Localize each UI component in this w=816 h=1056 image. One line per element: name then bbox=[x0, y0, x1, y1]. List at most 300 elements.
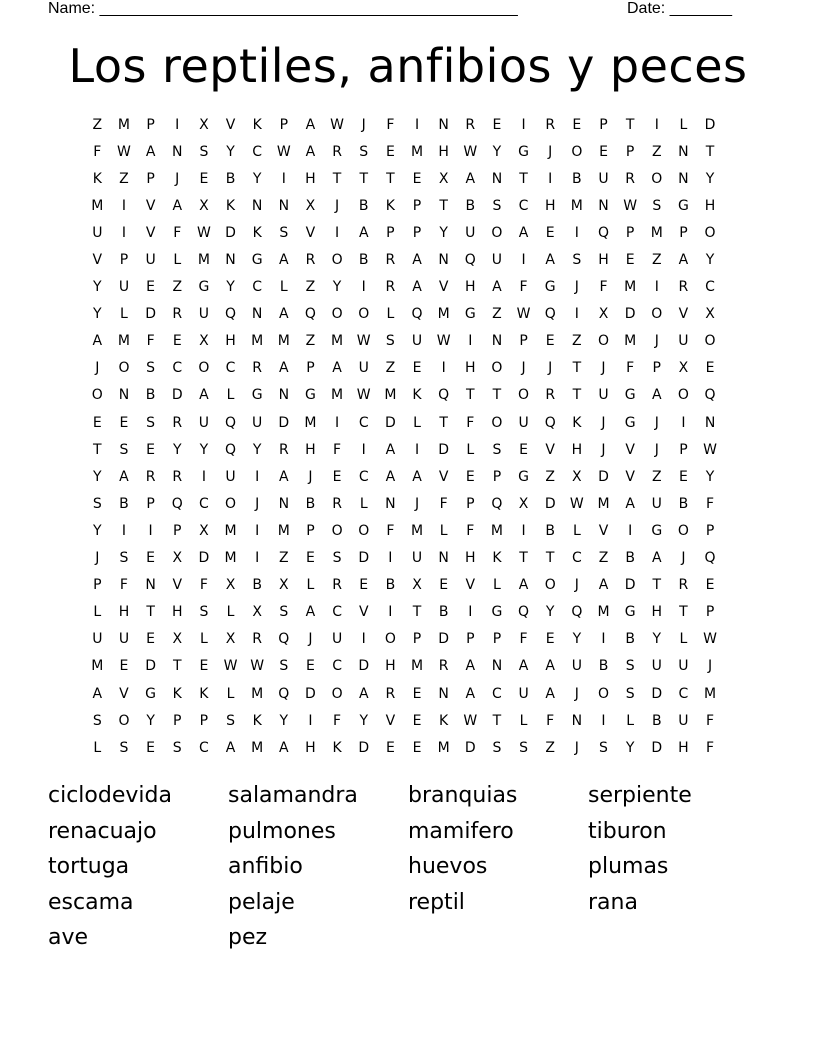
grid-letter: I bbox=[441, 360, 446, 377]
grid-letter: U bbox=[651, 658, 662, 675]
grid-letter: H bbox=[305, 739, 316, 756]
grid-letter: P bbox=[466, 631, 475, 648]
grid-letter: D bbox=[225, 224, 236, 241]
grid-letter: S bbox=[519, 739, 529, 756]
grid-letter: Z bbox=[119, 170, 129, 187]
grid-letter: M bbox=[331, 387, 344, 404]
grid-letter: N bbox=[251, 306, 263, 323]
grid-letter: E bbox=[678, 468, 688, 485]
header bbox=[48, 0, 748, 20]
grid-letter: E bbox=[146, 739, 156, 756]
grid-letter: X bbox=[199, 333, 209, 350]
grid-letter: H bbox=[465, 550, 476, 567]
grid-letter: E bbox=[705, 360, 715, 377]
grid-letter: X bbox=[705, 306, 715, 323]
grid-letter: A bbox=[145, 143, 156, 160]
grid-letter: L bbox=[93, 739, 102, 756]
grid-letter: N bbox=[678, 143, 689, 160]
date-field-label: Date: _______ bbox=[627, 0, 732, 17]
grid-letter: G bbox=[305, 387, 316, 404]
grid-letter: N bbox=[251, 197, 263, 214]
grid-letter: A bbox=[545, 685, 555, 702]
grid-letter: N bbox=[118, 387, 130, 404]
grid-letter: F bbox=[466, 414, 475, 431]
grid-letter: F bbox=[93, 143, 102, 160]
grid-letter: A bbox=[651, 387, 662, 404]
grid-letter: B bbox=[651, 712, 662, 729]
grid-letter: S bbox=[226, 712, 235, 729]
word-list-item: plumas bbox=[588, 854, 669, 880]
grid-letter: E bbox=[199, 170, 209, 187]
grid-letter: Y bbox=[226, 143, 235, 160]
grid-letter: W bbox=[196, 224, 211, 241]
grid-letter: Q bbox=[518, 604, 530, 621]
grid-letter: M bbox=[624, 279, 637, 296]
grid-letter: P bbox=[519, 333, 528, 350]
grid-letter: Q bbox=[464, 252, 476, 269]
grid-letter: G bbox=[491, 604, 503, 621]
grid-letter: R bbox=[332, 577, 342, 594]
grid-letter: S bbox=[572, 252, 582, 269]
grid-letter: K bbox=[385, 197, 395, 214]
grid-letter: L bbox=[279, 279, 288, 296]
grid-letter: N bbox=[438, 550, 449, 567]
grid-letter: S bbox=[492, 441, 502, 458]
grid-letter: R bbox=[172, 306, 183, 323]
grid-letter: F bbox=[599, 279, 608, 296]
grid-letter: F bbox=[386, 522, 395, 539]
grid-letter: P bbox=[199, 712, 209, 729]
grid-letter: E bbox=[385, 739, 395, 756]
grid-letter: J bbox=[175, 170, 180, 187]
grid-letter: G bbox=[544, 279, 556, 296]
grid-letter: X bbox=[518, 495, 529, 512]
grid-letter: D bbox=[651, 739, 663, 756]
grid-letter: H bbox=[571, 441, 583, 458]
grid-letter: V bbox=[438, 279, 449, 296]
grid-letter: I bbox=[574, 224, 579, 241]
grid-letter: E bbox=[519, 441, 528, 458]
grid-letter: K bbox=[252, 712, 262, 729]
grid-letter: P bbox=[93, 577, 102, 594]
grid-letter: Y bbox=[252, 441, 262, 458]
grid-letter: V bbox=[145, 224, 156, 241]
grid-letter: F bbox=[466, 522, 475, 539]
grid-letter: P bbox=[679, 441, 688, 458]
grid-letter: M bbox=[224, 522, 237, 539]
grid-letter: Y bbox=[705, 252, 715, 269]
grid-letter: Q bbox=[304, 306, 316, 323]
grid-letter: V bbox=[598, 522, 609, 539]
word-list-item: pelaje bbox=[228, 889, 295, 915]
grid-letter: S bbox=[359, 143, 369, 160]
grid-letter: A bbox=[279, 739, 289, 756]
grid-letter: A bbox=[545, 658, 555, 675]
grid-letter: N bbox=[438, 252, 449, 269]
grid-letter: P bbox=[625, 143, 635, 160]
grid-letter: W bbox=[463, 143, 478, 160]
grid-letter: I bbox=[601, 712, 606, 729]
grid-letter: D bbox=[358, 550, 370, 567]
grid-letter: S bbox=[625, 685, 635, 702]
grid-letter: K bbox=[252, 224, 262, 241]
grid-letter: A bbox=[385, 468, 396, 485]
grid-letter: S bbox=[199, 143, 209, 160]
grid-letter: Q bbox=[171, 495, 183, 512]
grid-letter: K bbox=[92, 170, 102, 187]
word-list-item: ave bbox=[48, 925, 89, 951]
grid-letter: Z bbox=[572, 333, 582, 350]
grid-letter: I bbox=[255, 550, 260, 567]
grid-letter: M bbox=[277, 333, 290, 350]
grid-letter: P bbox=[412, 631, 422, 648]
grid-letter: R bbox=[385, 252, 396, 269]
grid-letter: A bbox=[412, 468, 422, 485]
grid-letter: I bbox=[654, 279, 659, 296]
grid-letter: E bbox=[412, 739, 422, 756]
grid-letter: A bbox=[518, 658, 529, 675]
grid-letter: H bbox=[438, 143, 449, 160]
grid-letter: D bbox=[704, 116, 716, 133]
grid-letter: Z bbox=[305, 279, 316, 296]
grid-letter: I bbox=[255, 522, 260, 539]
grid-letter: Q bbox=[571, 604, 583, 621]
grid-letter: J bbox=[361, 116, 366, 133]
grid-letter: O bbox=[677, 387, 689, 404]
grid-letter: M bbox=[410, 658, 424, 675]
grid-letter: E bbox=[705, 577, 715, 594]
grid-letter: L bbox=[120, 306, 128, 323]
grid-letter: C bbox=[518, 197, 529, 214]
grid-letter: R bbox=[545, 116, 556, 133]
grid-letter: Q bbox=[704, 550, 716, 567]
grid-letter: C bbox=[252, 143, 263, 160]
grid-letter: G bbox=[464, 306, 476, 323]
grid-letter: P bbox=[173, 522, 182, 539]
grid-letter: D bbox=[358, 658, 370, 675]
word-list-item: rana bbox=[588, 889, 638, 915]
grid-letter: I bbox=[121, 197, 127, 214]
grid-letter: J bbox=[414, 495, 420, 512]
grid-letter: J bbox=[574, 279, 579, 296]
grid-letter: T bbox=[439, 197, 448, 214]
grid-letter: S bbox=[119, 550, 129, 567]
grid-letter: G bbox=[251, 252, 263, 269]
grid-letter: G bbox=[624, 387, 636, 404]
grid-letter: U bbox=[358, 360, 369, 377]
grid-letter: O bbox=[491, 414, 503, 431]
word-list-item: salamandra bbox=[228, 783, 358, 809]
grid-letter: T bbox=[492, 387, 502, 404]
grid-letter: E bbox=[545, 224, 555, 241]
grid-letter: D bbox=[384, 414, 396, 431]
grid-letter: E bbox=[545, 631, 555, 648]
grid-letter: I bbox=[281, 170, 286, 187]
grid-letter: J bbox=[308, 631, 313, 648]
word-list-item: ciclodevida bbox=[48, 783, 172, 809]
grid-letter: S bbox=[279, 224, 289, 241]
grid-letter: B bbox=[145, 387, 156, 404]
grid-letter: D bbox=[358, 739, 370, 756]
grid-letter: R bbox=[385, 685, 396, 702]
grid-letter: T bbox=[93, 441, 102, 458]
grid-letter: Q bbox=[411, 306, 423, 323]
grid-letter: R bbox=[385, 279, 396, 296]
grid-letter: D bbox=[598, 468, 609, 485]
grid-letter: I bbox=[201, 468, 206, 485]
grid-letter: K bbox=[252, 116, 262, 133]
grid-letter: I bbox=[601, 631, 606, 648]
grid-letter: E bbox=[306, 658, 315, 675]
grid-letter: Y bbox=[226, 279, 235, 296]
grid-letter: S bbox=[92, 712, 102, 729]
grid-letter: S bbox=[385, 333, 395, 350]
grid-letter: J bbox=[308, 468, 313, 485]
grid-letter: O bbox=[677, 522, 689, 539]
grid-letter: I bbox=[361, 279, 366, 296]
grid-letter: C bbox=[678, 685, 689, 702]
grid-letter: T bbox=[545, 550, 555, 567]
grid-letter: B bbox=[625, 550, 635, 567]
grid-letter: A bbox=[279, 252, 289, 269]
grid-letter: P bbox=[412, 197, 422, 214]
grid-letter: R bbox=[678, 577, 689, 594]
grid-letter: F bbox=[333, 712, 342, 729]
grid-letter: J bbox=[601, 360, 606, 377]
grid-letter: Q bbox=[438, 387, 450, 404]
grid-letter: Y bbox=[625, 739, 635, 756]
grid-letter: Z bbox=[492, 306, 502, 323]
grid-letter: V bbox=[119, 685, 129, 702]
grid-letter: J bbox=[255, 495, 260, 512]
grid-letter: F bbox=[146, 333, 155, 350]
grid-letter: X bbox=[225, 577, 236, 594]
grid-letter: C bbox=[571, 550, 582, 567]
grid-letter: Q bbox=[544, 306, 556, 323]
grid-letter: T bbox=[625, 116, 635, 133]
grid-letter: M bbox=[224, 550, 237, 567]
grid-letter: I bbox=[388, 550, 393, 567]
grid-letter: M bbox=[384, 387, 397, 404]
grid-letter: F bbox=[519, 631, 528, 648]
grid-letter: S bbox=[492, 197, 502, 214]
grid-letter: T bbox=[705, 143, 715, 160]
grid-letter: O bbox=[704, 333, 716, 350]
grid-letter: W bbox=[223, 658, 238, 675]
grid-letter: X bbox=[305, 197, 316, 214]
grid-letter: Q bbox=[704, 387, 716, 404]
grid-letter: N bbox=[225, 252, 236, 269]
grid-letter: D bbox=[171, 387, 183, 404]
grid-letter: X bbox=[438, 170, 449, 187]
grid-letter: P bbox=[306, 360, 315, 377]
grid-letter: I bbox=[121, 224, 127, 241]
grid-letter: M bbox=[410, 522, 424, 539]
grid-letter: R bbox=[625, 170, 635, 187]
grid-letter: Y bbox=[705, 468, 715, 485]
grid-letter: B bbox=[358, 197, 369, 214]
grid-letter: A bbox=[199, 387, 209, 404]
grid-letter: E bbox=[412, 685, 422, 702]
grid-letter: E bbox=[599, 143, 608, 160]
grid-letter: A bbox=[305, 143, 316, 160]
grid-letter: B bbox=[438, 604, 449, 621]
grid-letter: V bbox=[225, 116, 236, 133]
grid-letter: P bbox=[119, 252, 129, 269]
grid-letter: Y bbox=[146, 712, 155, 729]
grid-letter: K bbox=[492, 550, 502, 567]
grid-letter: Y bbox=[252, 170, 262, 187]
grid-letter: A bbox=[305, 604, 316, 621]
grid-letter: P bbox=[705, 604, 715, 621]
grid-letter: H bbox=[598, 252, 609, 269]
grid-letter: O bbox=[358, 522, 370, 539]
grid-letter: E bbox=[146, 550, 156, 567]
grid-letter: T bbox=[492, 712, 502, 729]
grid-letter: E bbox=[332, 468, 342, 485]
grid-letter: N bbox=[385, 495, 396, 512]
grid-letter: A bbox=[412, 279, 422, 296]
grid-letter: M bbox=[304, 414, 317, 431]
grid-letter: C bbox=[358, 468, 369, 485]
grid-letter: A bbox=[465, 658, 476, 675]
grid-letter: Q bbox=[278, 685, 290, 702]
grid-letter: E bbox=[385, 143, 395, 160]
grid-letter: P bbox=[492, 468, 502, 485]
grid-letter: A bbox=[305, 116, 316, 133]
grid-letter: B bbox=[225, 170, 236, 187]
grid-letter: B bbox=[678, 495, 689, 512]
grid-letter: M bbox=[117, 116, 130, 133]
grid-letter: M bbox=[251, 739, 264, 756]
grid-letter: S bbox=[652, 197, 662, 214]
grid-letter: W bbox=[463, 712, 478, 729]
grid-letter: R bbox=[252, 631, 263, 648]
grid-letter: E bbox=[146, 279, 156, 296]
grid-letter: R bbox=[305, 252, 316, 269]
grid-letter: E bbox=[306, 550, 315, 567]
word-search-grid bbox=[84, 111, 723, 761]
grid-letter: K bbox=[412, 387, 422, 404]
grid-letter: Z bbox=[92, 116, 103, 133]
grid-letter: U bbox=[198, 306, 209, 323]
grid-letter: S bbox=[279, 604, 289, 621]
grid-letter: B bbox=[598, 658, 609, 675]
grid-letter: L bbox=[226, 685, 235, 702]
grid-letter: E bbox=[146, 441, 156, 458]
grid-letter: L bbox=[493, 577, 501, 594]
grid-letter: A bbox=[412, 252, 422, 269]
grid-letter: O bbox=[118, 712, 130, 729]
grid-letter: J bbox=[707, 658, 713, 675]
grid-letter: X bbox=[572, 468, 582, 485]
grid-letter: J bbox=[601, 441, 606, 458]
grid-letter: Y bbox=[705, 170, 715, 187]
grid-letter: P bbox=[705, 522, 715, 539]
grid-letter: O bbox=[544, 577, 556, 594]
grid-letter: T bbox=[172, 658, 182, 675]
grid-letter: T bbox=[572, 360, 582, 377]
grid-letter: G bbox=[518, 143, 529, 160]
grid-letter: R bbox=[278, 441, 289, 458]
grid-letter: J bbox=[335, 197, 340, 214]
grid-letter: U bbox=[92, 631, 103, 648]
grid-letter: E bbox=[119, 414, 129, 431]
grid-letter: M bbox=[437, 739, 450, 756]
grid-letter: Y bbox=[172, 441, 182, 458]
grid-letter: Z bbox=[651, 468, 662, 485]
grid-letter: Q bbox=[597, 224, 609, 241]
grid-letter: U bbox=[198, 414, 209, 431]
grid-letter: M bbox=[91, 658, 104, 675]
grid-letter: C bbox=[225, 360, 236, 377]
grid-letter: K bbox=[572, 414, 582, 431]
grid-letter: R bbox=[145, 468, 156, 485]
grid-letter: C bbox=[198, 495, 209, 512]
grid-letter: B bbox=[119, 495, 129, 512]
grid-letter: A bbox=[332, 360, 342, 377]
grid-letter: U bbox=[411, 333, 423, 350]
grid-letter: O bbox=[384, 631, 396, 648]
grid-letter: N bbox=[278, 197, 290, 214]
grid-letter: I bbox=[521, 522, 526, 539]
grid-letter: J bbox=[548, 360, 553, 377]
grid-letter: H bbox=[465, 279, 476, 296]
grid-letter: Q bbox=[225, 441, 237, 458]
grid-letter: K bbox=[225, 197, 236, 214]
grid-letter: L bbox=[173, 252, 182, 269]
grid-letter: B bbox=[572, 170, 582, 187]
grid-letter: A bbox=[518, 577, 529, 594]
grid-letter: F bbox=[439, 495, 448, 512]
grid-letter: T bbox=[519, 170, 528, 187]
grid-letter: F bbox=[333, 441, 342, 458]
grid-letter: T bbox=[386, 170, 395, 187]
grid-letter: R bbox=[438, 658, 449, 675]
grid-letter: L bbox=[359, 495, 368, 512]
grid-letter: X bbox=[172, 631, 183, 648]
word-list-item: pulmones bbox=[228, 818, 336, 844]
grid-letter: Z bbox=[305, 333, 316, 350]
grid-letter: M bbox=[650, 224, 663, 241]
grid-letter: A bbox=[92, 333, 103, 350]
grid-letter: I bbox=[255, 468, 260, 485]
grid-letter: S bbox=[172, 739, 182, 756]
grid-letter: M bbox=[624, 333, 637, 350]
word-list-item: reptil bbox=[408, 889, 465, 915]
grid-letter: K bbox=[332, 739, 342, 756]
grid-letter: X bbox=[678, 360, 689, 377]
grid-letter: J bbox=[654, 441, 659, 458]
grid-letter: D bbox=[305, 685, 316, 702]
grid-letter: M bbox=[331, 333, 344, 350]
grid-letter: J bbox=[548, 143, 553, 160]
grid-letter: U bbox=[92, 224, 103, 241]
grid-letter: Z bbox=[598, 550, 609, 567]
grid-letter: Y bbox=[572, 631, 582, 648]
grid-letter: L bbox=[226, 604, 235, 621]
grid-letter: O bbox=[597, 685, 609, 702]
grid-letter: R bbox=[332, 143, 342, 160]
grid-letter: A bbox=[465, 170, 476, 187]
grid-letter: L bbox=[199, 631, 208, 648]
grid-letter: W bbox=[276, 143, 291, 160]
grid-letter: A bbox=[651, 550, 662, 567]
grid-letter: O bbox=[571, 143, 583, 160]
grid-letter: L bbox=[306, 577, 315, 594]
word-list-item: mamifero bbox=[408, 818, 514, 844]
grid-letter: A bbox=[279, 468, 289, 485]
